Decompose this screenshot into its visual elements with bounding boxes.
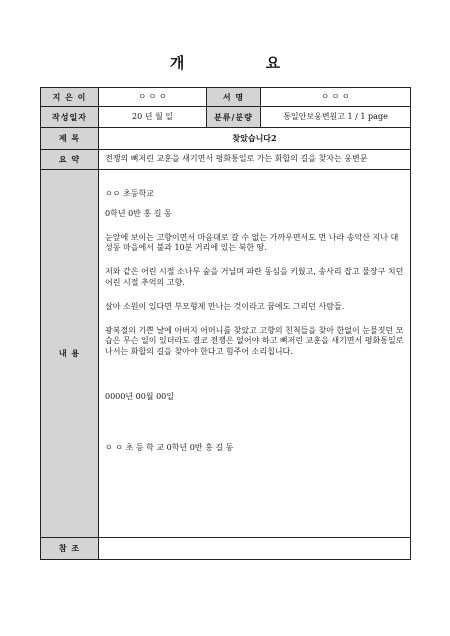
subject-row	[41, 128, 411, 150]
author-label: 지 은 이	[41, 88, 99, 107]
signoff-line: ㅇ ㅇ 초 등 학 교 0학년 0반 홍 길 동	[105, 442, 234, 452]
paragraph-4: 광복절의 기쁜 날에 아버지 어머니를 찾았고 고향의 친척들을 찾아 한없이 눈물짓던 모습은 무슨 일이 있더라도 결코 전쟁은 없어야 하고 뼈저린 교훈을 새기면서 평화통일로 나서는 화합의 길을 찾아야 한다고 힘주어 소리칩니다.	[105, 325, 404, 357]
category-label: 분류/분량	[207, 107, 261, 128]
content-body[interactable]	[99, 170, 411, 538]
reference-label: 참 조	[41, 538, 99, 560]
school-line: ㅇㅇ 초등학교	[105, 189, 154, 198]
overview-form-table	[40, 87, 411, 560]
paragraph-1: 눈앞에 보이는 고향이면서 마음대로 갈 수 없는 가까우면서도 먼 나라 송악산 지나 대성동 마을에서 불과 10분 거리에 있는 북한 땅.	[105, 232, 399, 253]
content-label: 내 용	[41, 170, 99, 538]
summary-label: 요 약	[41, 150, 99, 170]
subject-label: 제 목	[41, 128, 99, 150]
paragraph-2: 저와 같은 어린 시절 소나무 숲을 거닐며 파란 동심을 키웠고, 송사리 잡고 물장구 치던 어린 시절 추억의 고향.	[105, 267, 404, 287]
reference-value[interactable]	[99, 538, 411, 560]
author-value[interactable]: ㅇ ㅇ ㅇ	[99, 88, 207, 107]
signature-label: 서 명	[207, 88, 261, 107]
summary-value[interactable]: 전쟁의 뼈저린 교훈을 새기면서 평화통일로 가는 화합의 길을 찾자는 웅변문	[99, 150, 411, 170]
author-row	[41, 88, 411, 107]
subject-value[interactable]: 찾았습니다2	[99, 128, 411, 150]
student-line: 0학년 0반 홍 길 동	[105, 208, 172, 218]
date-line: 0000년 00월 00일	[105, 391, 174, 401]
summary-row	[41, 150, 411, 170]
reference-row	[41, 538, 411, 560]
date-label: 작성일자	[41, 107, 99, 128]
date-value[interactable]: 20 년 월 일	[99, 107, 207, 128]
content-row	[41, 170, 411, 538]
category-value[interactable]: 통일안보웅변원고 1 / 1 page	[261, 107, 411, 128]
paragraph-3: 살아 소원이 있다면 부모형제 만나는 것이라고 꿈에도 그리던 사람들.	[105, 301, 345, 311]
date-row	[41, 107, 411, 128]
document-title: 개 요	[169, 54, 319, 72]
signature-value[interactable]: ㅇ ㅇ ㅇ	[261, 88, 411, 107]
